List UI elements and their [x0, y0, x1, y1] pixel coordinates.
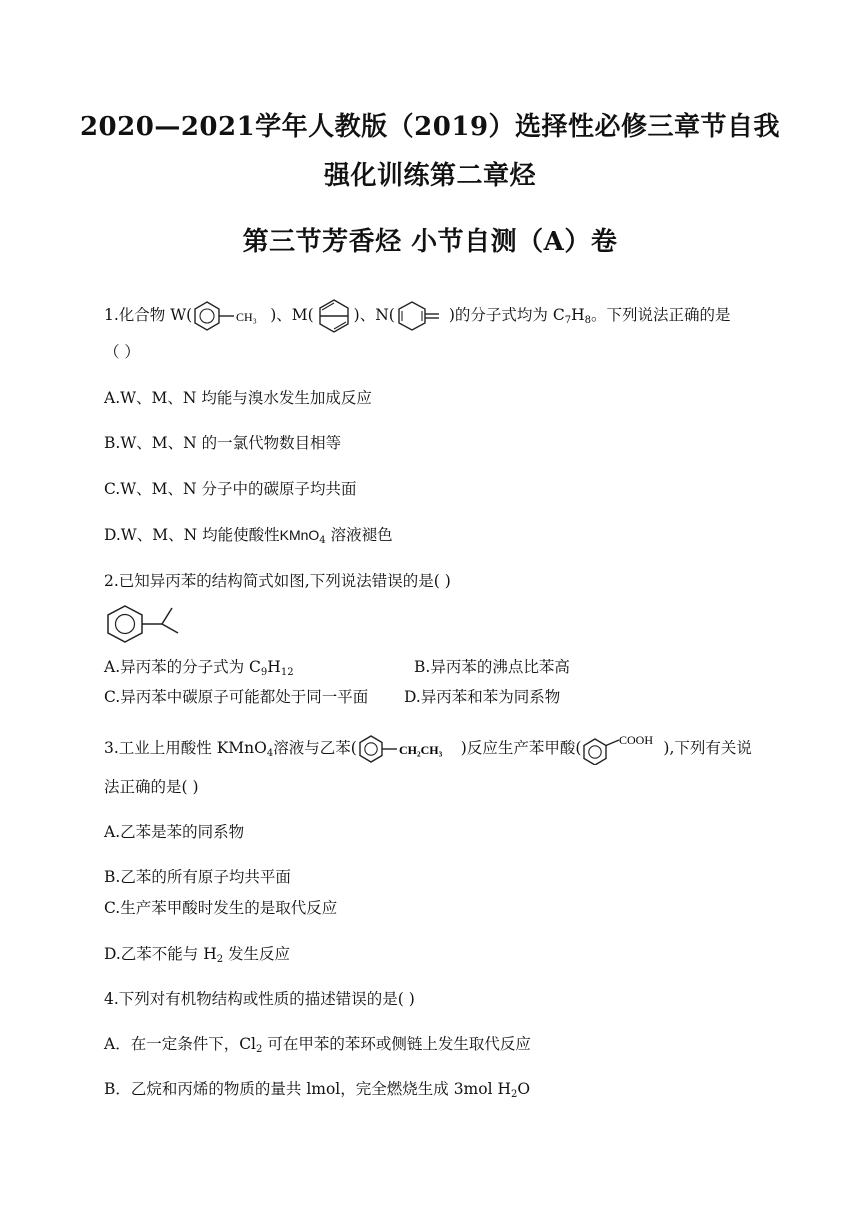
q2-option-c: C.异丙苯中碳原子可能都处于同一平面 — [104, 688, 369, 706]
q3-option-b: B.乙苯的所有原子均共平面 — [104, 868, 291, 886]
q3-option-d: D.乙苯不能与 $H_2$ 发生反应 — [104, 945, 291, 965]
q3-option-a: A.乙苯是苯的同系物 — [104, 823, 245, 841]
benzoic-acid-structure-icon — [581, 733, 663, 765]
methylenecyclohexadiene-structure-icon — [395, 299, 449, 333]
q1-option-b: B.W、M、N 的一氯代物数目相等 — [104, 434, 342, 452]
q4-option-b: B．乙烷和丙烯的物质的量共 lmol，完全燃烧生成 3mol $H_2O$ — [104, 1080, 531, 1100]
title-line-1: 2020—2021学年人教版（2019）选择性必修三章节自我 — [79, 112, 781, 142]
toluene-structure-icon — [192, 299, 270, 333]
q1-option-c: C.W、M、N 分子中的碳原子均共面 — [104, 480, 357, 498]
q1-stem: 1.化合物 W( CH₃ )、M( )、N( )的分子式均为 $C_7H_8$。下列说法正确的是 — [104, 297, 730, 335]
q2-option-d: D.异丙苯和苯为同系物 — [404, 688, 561, 706]
q3-stem: 3.工业上用酸性 KMnO$_4$溶液与乙苯( CH₂CH₃ )反应生产苯甲酸( COOH ),下列有关说 — [104, 733, 752, 765]
q1-option-d: D.W、M、N 均能使酸性KMnO$_4$ 溶液褪色 — [104, 526, 393, 546]
ethyl-label: CH₂CH₃ — [398, 743, 442, 757]
q2-option-a: A.异丙苯的分子式为 $C_9H_{12}$ — [104, 658, 294, 678]
q1-option-a: A.W、M、N 均能与溴水发生加成反应 — [104, 389, 372, 407]
q2-stem: 2.已知异丙苯的结构简式如图,下列说法错误的是( ) — [104, 572, 451, 590]
toluene-ch3-label: CH₃ — [236, 310, 258, 324]
cooh-label: COOH — [619, 733, 654, 747]
q2-option-b: B.异丙苯的沸点比苯高 — [414, 658, 570, 676]
q3-option-c: C.生产苯甲酸时发生的是取代反应 — [104, 899, 338, 917]
q4-stem: 4.下列对有机物结构或性质的描述错误的是( ) — [104, 990, 415, 1008]
ethylbenzene-structure-icon — [357, 734, 461, 764]
bicyclic-structure-icon — [314, 297, 354, 335]
q1-answer-paren: （ ） — [104, 343, 140, 361]
isopropylbenzene-structure-icon — [104, 603, 184, 645]
title-line-3: 第三节芳香烃 小节自测（A）卷 — [242, 227, 618, 257]
q3-stem-cont: 法正确的是( ) — [104, 778, 199, 796]
title-line-2: 强化训练第二章烃 — [323, 161, 536, 191]
q4-option-a: A．在一定条件下，$Cl_2$ 可在甲苯的苯环或侧链上发生取代反应 — [104, 1035, 531, 1055]
